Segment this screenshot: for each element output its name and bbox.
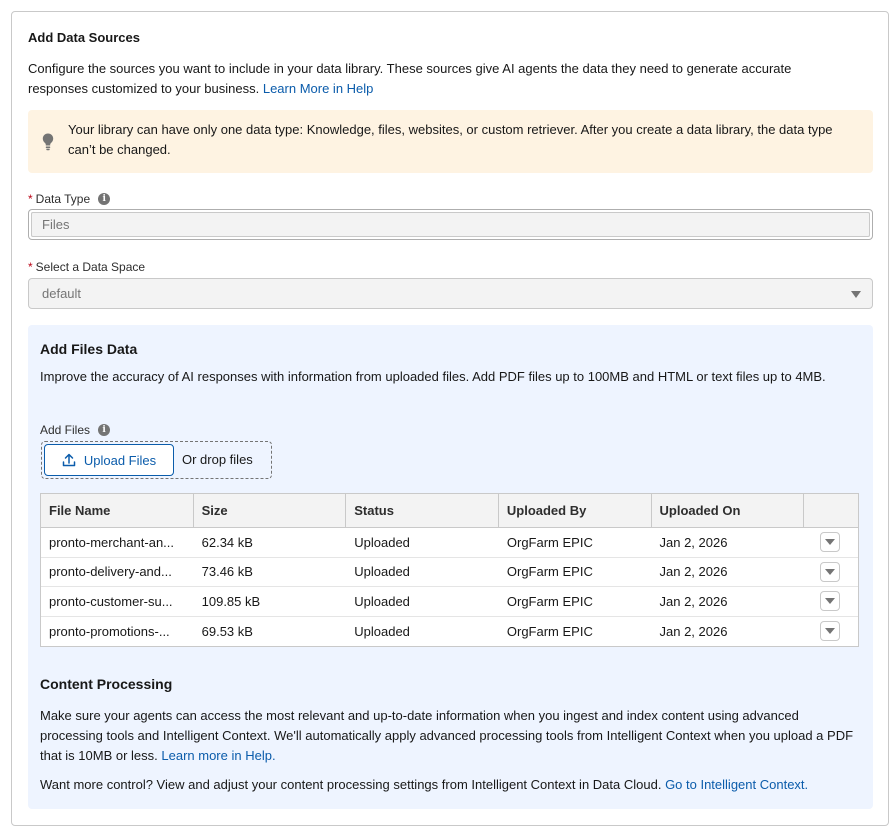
content-processing-more: Want more control? View and adjust your content processing settings from Intelligent Context in Data Cloud. Go to Intelligent Context. — [40, 777, 809, 792]
status-cell: Uploaded — [354, 593, 410, 609]
column-size[interactable]: Size — [194, 494, 347, 527]
info-icon[interactable]: i — [98, 424, 110, 436]
table-row — [41, 587, 858, 617]
lightbulb-icon — [42, 133, 54, 151]
notice-text: Your library can have only one data type: Knowledge, files, websites, or custom retriever. After you create a data library, the data type can’t be changed. — [68, 122, 833, 157]
chevron-down-icon — [825, 598, 835, 604]
uploaded-on-cell: Jan 2, 2026 — [659, 564, 728, 580]
data-type-notice — [28, 110, 873, 173]
uploaded-on-cell: Jan 2, 2026 — [659, 593, 728, 609]
chevron-down-icon — [825, 569, 835, 575]
file-name-cell: pronto-merchant-an... — [49, 534, 175, 550]
status-cell: Uploaded — [354, 534, 410, 550]
uploaded-by-cell: OrgFarm EPIC — [506, 623, 593, 639]
column-uploaded-by[interactable]: Uploaded By — [499, 494, 652, 527]
data-space-label: * Select a Data Space — [28, 260, 146, 274]
uploaded-by-cell: OrgFarm EPIC — [506, 534, 593, 550]
data-space-select[interactable] — [28, 278, 873, 309]
uploaded-on-cell: Jan 2, 2026 — [659, 534, 728, 550]
uploaded-on-cell: Jan 2, 2026 — [659, 623, 728, 639]
file-name-cell: pronto-delivery-and... — [49, 564, 172, 580]
row-actions-button[interactable] — [820, 562, 840, 582]
size-cell: 109.85 kB — [201, 593, 261, 609]
section-description: Configure the sources you want to include in your data library. These sources give AI agents the data they need to generate accurate responses customized to your business. Learn More in Help — [28, 61, 792, 96]
chevron-down-icon — [851, 291, 861, 298]
data-space-value: default — [42, 286, 82, 301]
file-name-cell: pronto-promotions-... — [49, 623, 170, 639]
go-to-intelligent-context-link[interactable]: Go to Intelligent Context. — [665, 777, 809, 792]
table-row — [41, 558, 858, 588]
data-type-field — [28, 209, 873, 240]
size-cell: 69.53 kB — [201, 623, 253, 639]
learn-more-help-link[interactable]: Learn more in Help. — [161, 748, 276, 763]
learn-more-help-link[interactable]: Learn More in Help — [262, 81, 374, 96]
uploaded-by-cell: OrgFarm EPIC — [506, 564, 593, 580]
table-row — [41, 528, 858, 558]
data-type-value: Files — [31, 212, 870, 237]
files-panel-description: Improve the accuracy of AI responses with information from uploaded files. Add PDF files up to 100MB and HTML or text files up to 4MB. — [40, 369, 826, 384]
content-processing-description: Make sure your agents can access the most relevant and up-to-date information when you ingest and index content using advanced processing tools and Intelligent Context. We'll automatically apply advanced processing tools from Intelligent Context when you upload a PDF that is 10MB or less. Learn more in Help. — [40, 708, 854, 763]
column-uploaded-on[interactable]: Uploaded On — [652, 494, 805, 527]
column-status[interactable]: Status — [346, 494, 499, 527]
add-data-sources-card — [11, 11, 889, 826]
size-cell: 62.34 kB — [201, 534, 253, 550]
status-cell: Uploaded — [354, 564, 410, 580]
file-name-cell: pronto-customer-su... — [49, 593, 173, 609]
uploaded-by-cell: OrgFarm EPIC — [506, 593, 593, 609]
row-actions-button[interactable] — [820, 621, 840, 641]
column-file-name[interactable]: File Name — [41, 494, 194, 527]
file-drop-zone[interactable] — [41, 441, 272, 479]
content-processing-title: Content Processing — [40, 676, 173, 692]
section-title: Add Data Sources — [28, 30, 140, 45]
add-files-label: Add Files i — [40, 423, 110, 437]
chevron-down-icon — [825, 539, 835, 545]
add-files-panel — [28, 325, 873, 809]
upload-files-button[interactable]: Upload Files — [44, 444, 174, 476]
files-table — [40, 493, 859, 647]
row-actions-button[interactable] — [820, 532, 840, 552]
drop-files-text: Or drop files — [182, 452, 253, 467]
size-cell: 73.46 kB — [201, 564, 253, 580]
data-type-label: * Data Type i — [28, 192, 110, 206]
column-actions — [804, 494, 858, 527]
info-icon[interactable]: i — [98, 193, 110, 205]
chevron-down-icon — [825, 628, 835, 634]
upload-icon — [62, 453, 76, 467]
status-cell: Uploaded — [354, 623, 410, 639]
required-marker: * — [28, 260, 33, 274]
files-panel-title: Add Files Data — [40, 341, 138, 357]
table-header — [41, 494, 858, 528]
row-actions-button[interactable] — [820, 591, 840, 611]
required-marker: * — [28, 192, 33, 206]
table-row — [41, 617, 858, 647]
